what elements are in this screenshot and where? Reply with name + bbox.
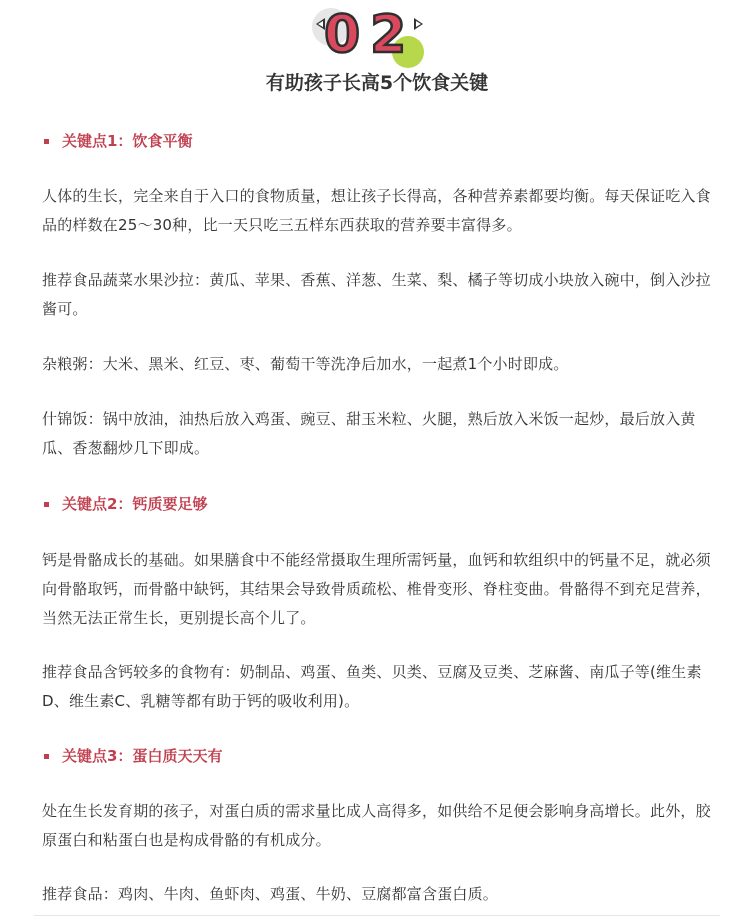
page-title: 有助孩子长高5个饮食关键 [265,72,489,94]
paragraph: 推荐食品：鸡肉、牛肉、鱼虾肉、鸡蛋、牛奶、豆腐都富含蛋白质。 [42,885,499,903]
section-heading-1 [44,129,192,153]
paragraph: 什锦饭：锅中放油，油热后放入鸡蛋、豌豆、甜玉米粒、火腿，熟后放入米饭一起炒，最后放入黄瓜、香葱翻炒几下即成。 [42,410,696,457]
divider [34,915,720,916]
paragraph: 推荐食品含钙较多的食物有：奶制品、鸡蛋、鱼类、贝类、豆腐及豆类、芝麻酱、南瓜子等(维生素D、维生素C、乳糖等都有助于钙的吸收利用)。 [42,663,702,710]
section-title: 关键点3：蛋白质天天有 [62,747,223,765]
paragraph: 钙是骨骼成长的基础。如果膳食中不能经常摄取生理所需钙量，血钙和软组织中的钙量不足，就必须向骨骼取钙，而骨骼中缺钙，其结果会导致骨质疏松、椎骨变形、脊柱变曲。骨骼得不到充足营养，当然无法正常生长，更别提长高个儿了。 [42,551,711,627]
section-number-badge [308,6,442,72]
paragraph: 处在生长发育期的孩子，对蛋白质的需求量比成人高得多，如供给不足便会影响身高增长。此外，胶原蛋白和粘蛋白也是构成骨骼的有机成分。 [42,802,711,849]
section-heading-3 [44,744,222,768]
paragraph: 推荐食品蔬菜水果沙拉：黄瓜、苹果、香蕉、洋葱、生菜、梨、橘子等切成小块放入碗中，倒入沙拉酱可。 [42,271,711,318]
square-bullet-icon [44,139,49,144]
square-bullet-icon [44,754,49,759]
section-title: 关键点2：钙质要足够 [62,495,208,513]
section-title: 关键点1：饮食平衡 [62,132,193,150]
badge-number: 02 [324,5,417,65]
square-bullet-icon [44,502,49,507]
paragraph: 人体的生长，完全来自于入口的食物质量，想让孩子长得高，各种营养素都要均衡。每天保证吃入食品的样数在25～30种，比一天只吃三五样东西获取的营养要丰富得多。 [42,187,711,234]
paragraph: 杂粮粥：大米、黑米、红豆、枣、葡萄干等洗净后加水，一起煮1个小时即成。 [42,355,569,373]
section-heading-2 [44,492,207,516]
